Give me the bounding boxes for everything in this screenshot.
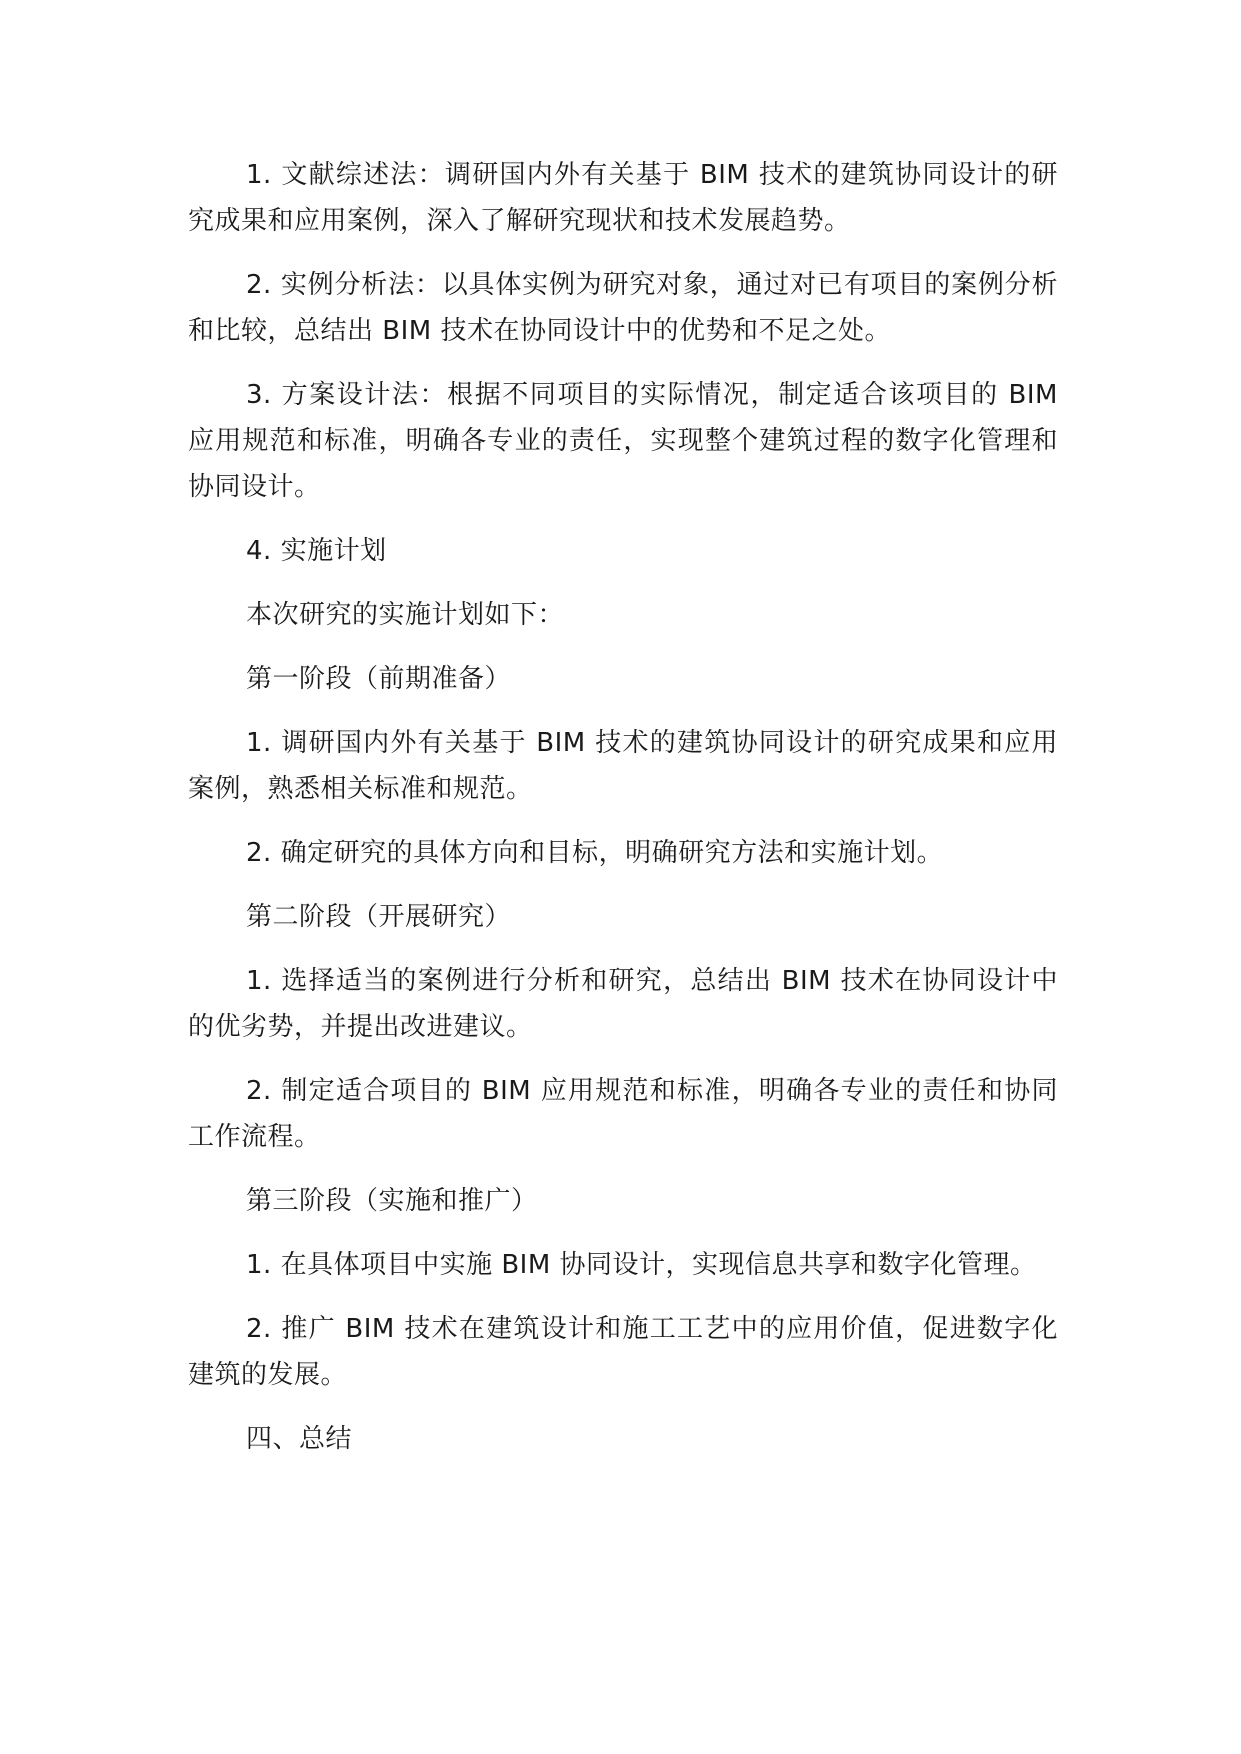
paragraph-phase-three-item-2: 2. 推广 BIM 技术在建筑设计和施工工艺中的应用价值，促进数字化建筑的发展。 — [188, 1314, 1058, 1390]
paragraph-method-case-analysis: 2. 实例分析法：以具体实例为研究对象，通过对已有项目的案例分析和比较，总结出 BIM 技术在协同设计中的优势和不足之处。 — [188, 270, 1058, 346]
paragraph-method-literature-review: 1. 文献综述法：调研国内外有关基于 BIM 技术的建筑协同设计的研究成果和应用案例，深入了解研究现状和技术发展趋势。 — [188, 160, 1058, 236]
heading-phase-one: 第一阶段（前期准备） — [246, 664, 512, 694]
paragraph-plan-intro: 本次研究的实施计划如下： — [246, 600, 565, 630]
heading-phase-two: 第二阶段（开展研究） — [246, 902, 512, 932]
paragraph-phase-two-item-2: 2. 制定适合项目的 BIM 应用规范和标准，明确各专业的责任和协同工作流程。 — [188, 1076, 1058, 1152]
paragraph-phase-two-item-1: 1. 选择适当的案例进行分析和研究，总结出 BIM 技术在协同设计中的优劣势，并提出改进建议。 — [188, 966, 1058, 1042]
heading-implementation-plan: 4. 实施计划 — [246, 536, 387, 566]
paragraph-phase-one-item-2: 2. 确定研究的具体方向和目标，明确研究方法和实施计划。 — [246, 838, 944, 868]
heading-summary: 四、总结 — [246, 1424, 353, 1454]
document-body — [188, 152, 1058, 1480]
paragraph-phase-three-item-1: 1. 在具体项目中实施 BIM 协同设计，实现信息共享和数字化管理。 — [246, 1250, 1037, 1280]
paragraph-method-scheme-design: 3. 方案设计法：根据不同项目的实际情况，制定适合该项目的 BIM 应用规范和标准，明确各专业的责任，实现整个建筑过程的数字化管理和协同设计。 — [188, 380, 1058, 502]
paragraph-phase-one-item-1: 1. 调研国内外有关基于 BIM 技术的建筑协同设计的研究成果和应用案例，熟悉相关标准和规范。 — [188, 728, 1058, 804]
heading-phase-three: 第三阶段（实施和推广） — [246, 1186, 538, 1216]
